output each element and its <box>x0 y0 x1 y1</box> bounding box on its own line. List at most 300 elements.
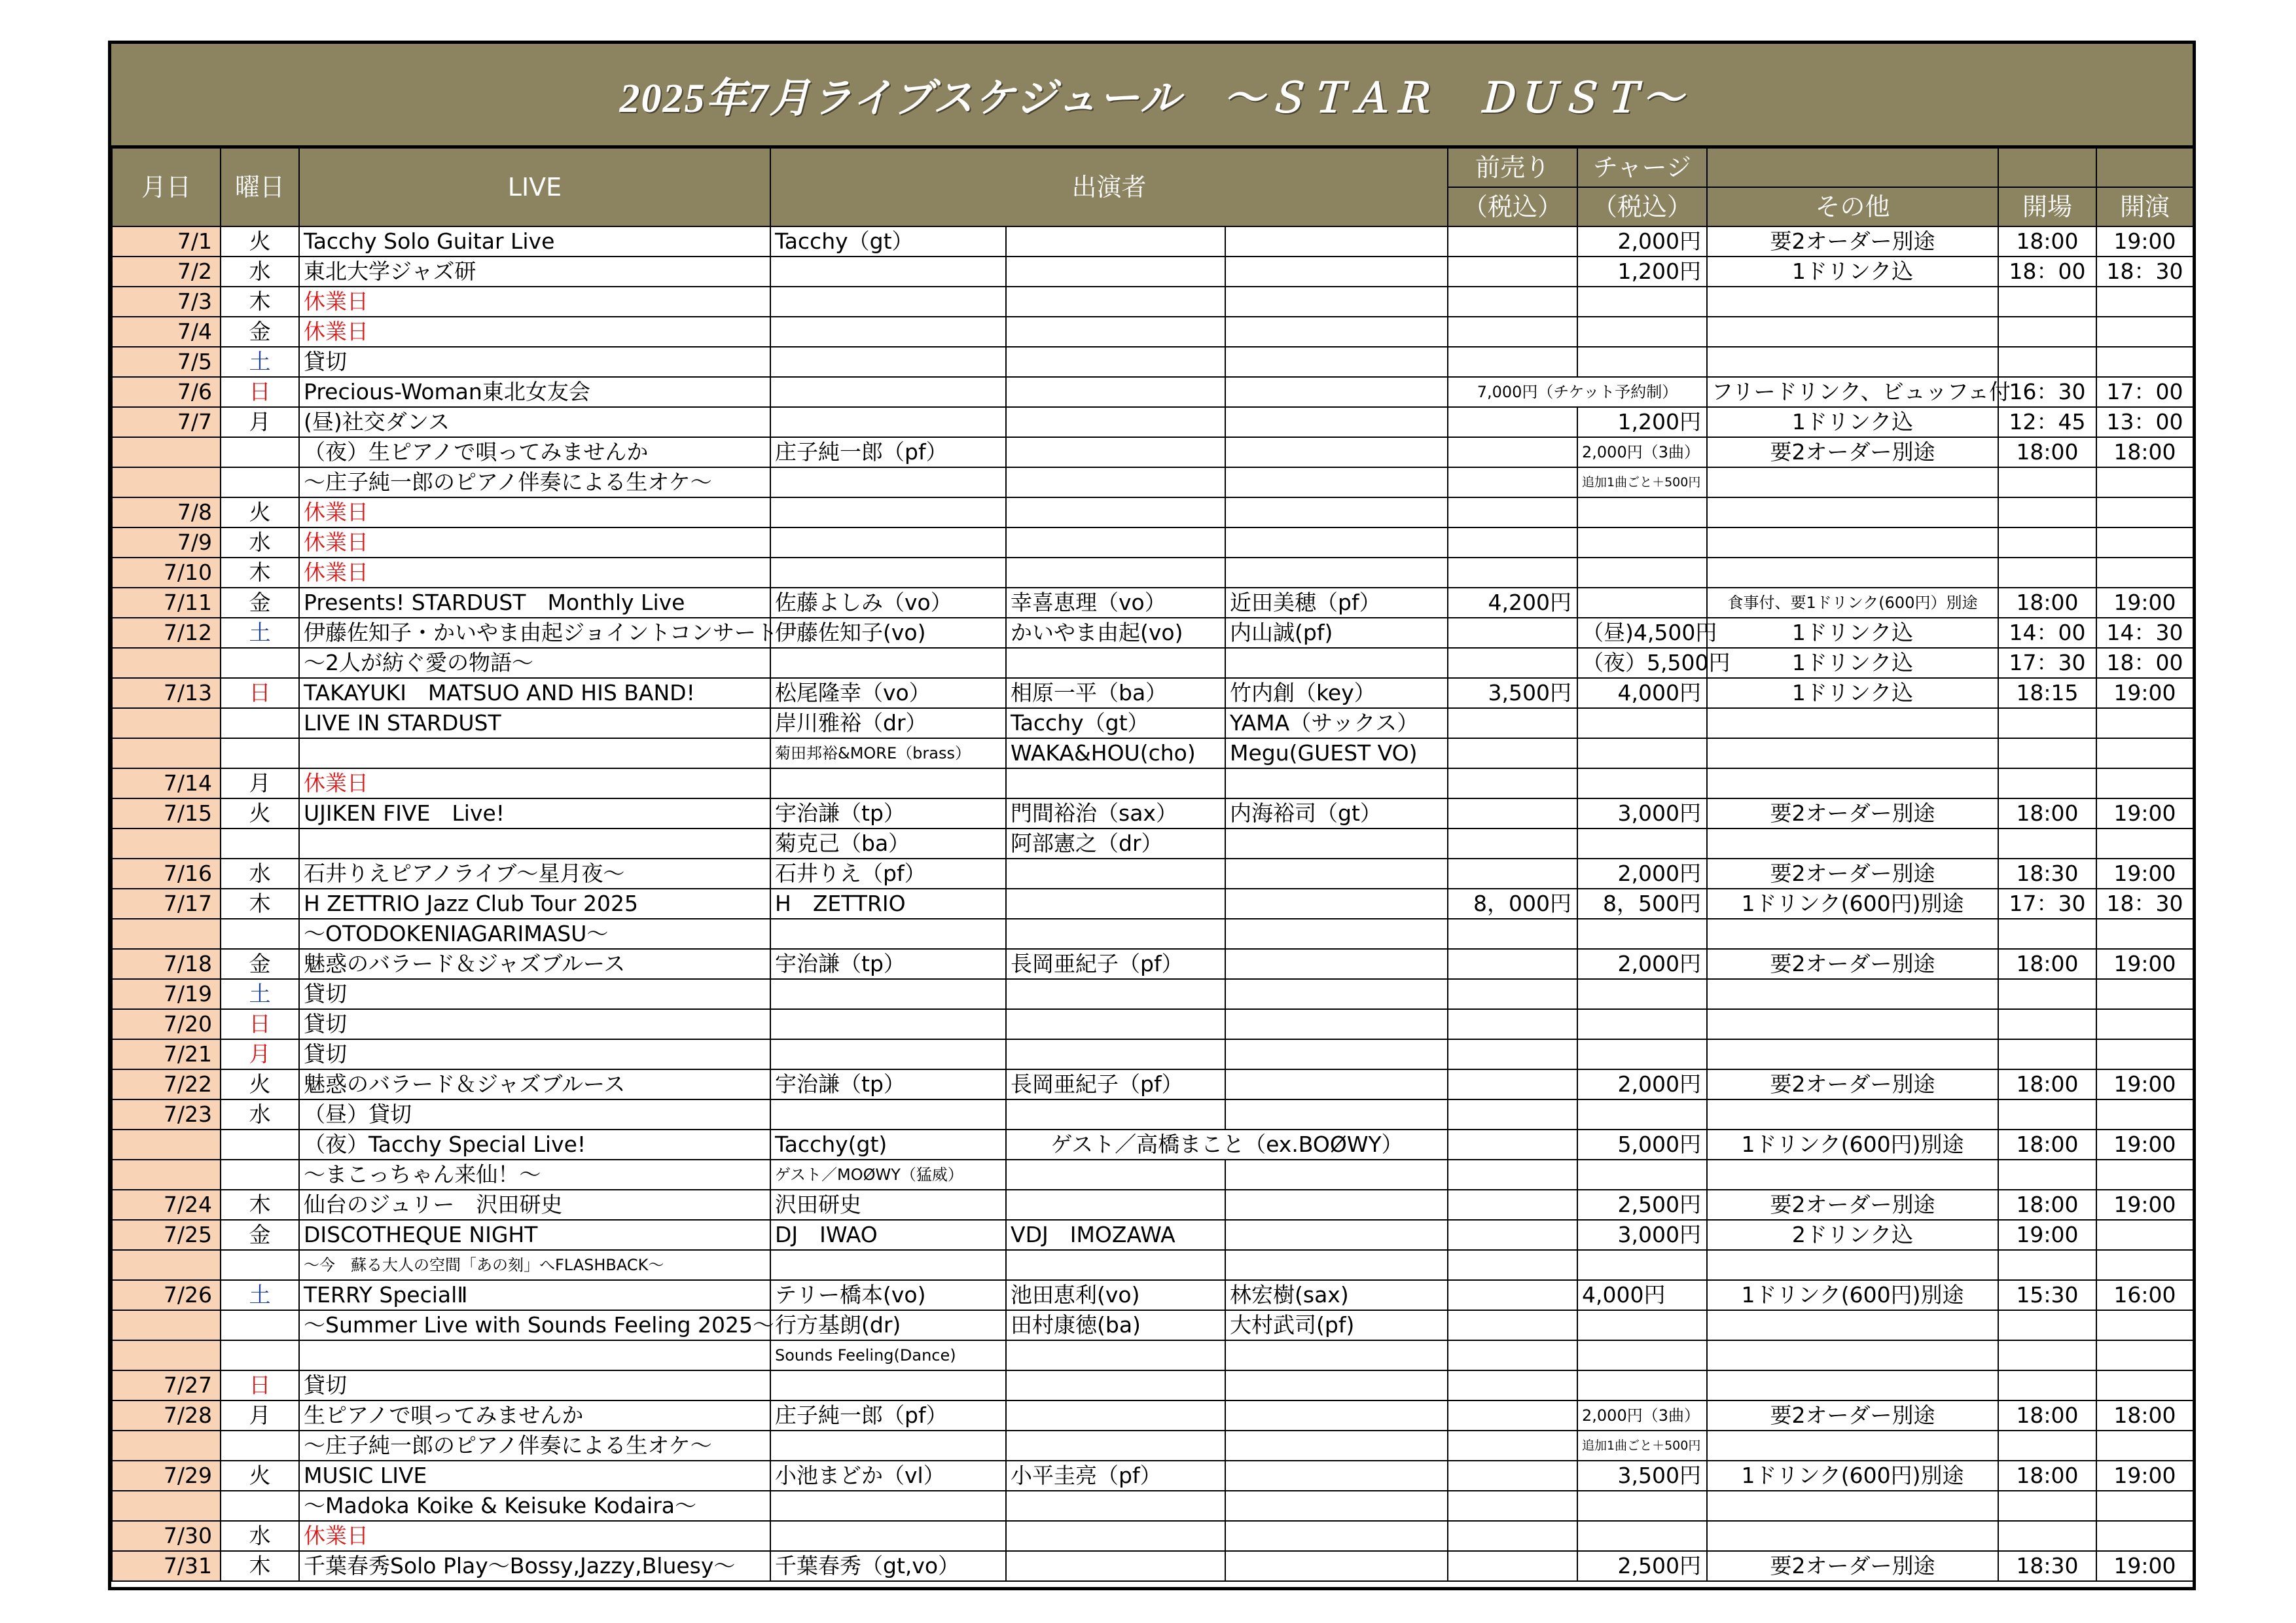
cell-start: 16:00 <box>2096 1280 2193 1310</box>
cell-live <box>299 738 770 768</box>
header-other: その他 <box>1707 187 1998 226</box>
cell-date: 7/27 <box>112 1370 221 1400</box>
header-other-top <box>1707 148 1998 187</box>
cell-performer: 庄子純一郎（pf） <box>770 1400 1006 1431</box>
header-advance: 前売り <box>1448 148 1577 187</box>
cell-performer: DJ IWAO <box>770 1220 1006 1250</box>
cell-open: 18：00 <box>1998 257 2096 287</box>
cell-date <box>112 829 221 859</box>
cell-start <box>2096 1340 2193 1370</box>
cell-start <box>2096 919 2193 949</box>
cell-dow: 土 <box>221 1280 299 1310</box>
cell-start: 19:00 <box>2096 1069 2193 1099</box>
cell-open <box>1998 1039 2096 1069</box>
cell-dow: 月 <box>221 768 299 798</box>
table-row <box>112 1551 2193 1581</box>
cell-charge: 2,000円 <box>1577 1069 1707 1099</box>
cell-advance <box>1448 437 1577 467</box>
cell-date: 7/21 <box>112 1039 221 1069</box>
cell-open <box>1998 708 2096 738</box>
cell-start <box>2096 347 2193 377</box>
cell-start <box>2096 1250 2193 1280</box>
cell-performer <box>1225 829 1448 859</box>
cell-performer <box>1225 1099 1448 1130</box>
cell-charge: 4,000円 <box>1577 678 1707 708</box>
cell-live: 貸切 <box>299 1039 770 1069</box>
cell-performer <box>1225 467 1448 497</box>
cell-performer: かいやま由起(vo) <box>1006 618 1225 648</box>
table-row <box>112 618 2193 648</box>
cell-performer <box>1006 497 1225 527</box>
cell-charge <box>1577 738 1707 768</box>
cell-advance <box>1448 497 1577 527</box>
cell-dow: 火 <box>221 497 299 527</box>
cell-performer: Tacchy(gt) <box>770 1130 1006 1160</box>
cell-other: 要2オーダー別途 <box>1707 226 1998 257</box>
cell-charge <box>1577 317 1707 347</box>
cell-dow <box>221 1340 299 1370</box>
table-row <box>112 678 2193 708</box>
cell-dow: 木 <box>221 1190 299 1220</box>
cell-performer: 松尾隆幸（vo） <box>770 678 1006 708</box>
cell-performer <box>1006 1039 1225 1069</box>
cell-performer <box>1225 497 1448 527</box>
cell-live: 生ピアノで唄ってみませんか <box>299 1400 770 1431</box>
cell-charge <box>1577 979 1707 1009</box>
cell-date <box>112 1340 221 1370</box>
cell-date: 7/14 <box>112 768 221 798</box>
cell-other <box>1707 1340 1998 1370</box>
cell-start <box>2096 527 2193 558</box>
cell-start: 19:00 <box>2096 678 2193 708</box>
cell-open <box>1998 1250 2096 1280</box>
cell-performer: テリー橋本(vo) <box>770 1280 1006 1310</box>
cell-performer: 千葉春秀（gt,vo） <box>770 1551 1006 1581</box>
table-row <box>112 1521 2193 1551</box>
cell-performer <box>1225 1220 1448 1250</box>
cell-performer <box>1006 1400 1225 1431</box>
cell-open: 18:00 <box>1998 949 2096 979</box>
cell-date <box>112 1250 221 1280</box>
cell-performer: 小池まどか（vl） <box>770 1461 1006 1491</box>
cell-date: 7/6 <box>112 377 221 407</box>
page-title: 2025年7月ライブスケジュール ～ＳＴＡＲ ＤＵＳＴ～ <box>619 77 1685 121</box>
cell-live: 貸切 <box>299 347 770 377</box>
cell-advance <box>1448 1370 1577 1400</box>
header-open: 開場 <box>1998 187 2096 226</box>
cell-start <box>2096 979 2193 1009</box>
cell-dow <box>221 1160 299 1190</box>
cell-performer <box>770 768 1006 798</box>
cell-performer <box>1006 377 1225 407</box>
cell-dow: 月 <box>221 1039 299 1069</box>
cell-start <box>2096 558 2193 588</box>
table-row <box>112 829 2193 859</box>
cell-performer: 池田恵利(vo) <box>1006 1280 1225 1310</box>
cell-charge: 3,000円 <box>1577 1220 1707 1250</box>
cell-charge <box>1577 1009 1707 1039</box>
cell-performer <box>1006 1250 1225 1280</box>
cell-other: 要2オーダー別途 <box>1707 1069 1998 1099</box>
table-row <box>112 768 2193 798</box>
cell-performer <box>1006 1099 1225 1130</box>
cell-performer <box>1225 1491 1448 1521</box>
table-row <box>112 437 2193 467</box>
cell-other <box>1707 919 1998 949</box>
cell-performer <box>770 497 1006 527</box>
cell-performer <box>1225 1039 1448 1069</box>
cell-other: 1ドリンク込 <box>1707 257 1998 287</box>
cell-advance <box>1448 1461 1577 1491</box>
cell-start: 19:00 <box>2096 226 2193 257</box>
table-row <box>112 467 2193 497</box>
cell-open: 18:00 <box>1998 437 2096 467</box>
cell-dow: 金 <box>221 1220 299 1250</box>
header-performers: 出演者 <box>770 148 1448 226</box>
cell-performer <box>1006 257 1225 287</box>
cell-advance <box>1448 1069 1577 1099</box>
cell-date: 7/31 <box>112 1551 221 1581</box>
cell-start: 18：30 <box>2096 889 2193 919</box>
cell-date <box>112 467 221 497</box>
cell-advance <box>1448 979 1577 1009</box>
cell-performer <box>1225 1069 1448 1099</box>
cell-charge: 追加1曲ごと＋500円 <box>1577 467 1707 497</box>
cell-performer <box>1006 1551 1225 1581</box>
cell-date: 7/25 <box>112 1220 221 1250</box>
cell-charge <box>1577 527 1707 558</box>
cell-other <box>1707 1099 1998 1130</box>
cell-other <box>1707 1009 1998 1039</box>
cell-date: 7/16 <box>112 859 221 889</box>
table-row <box>112 1280 2193 1310</box>
cell-date: 7/20 <box>112 1009 221 1039</box>
cell-advance <box>1448 1039 1577 1069</box>
cell-performer: 長岡亜紀子（pf） <box>1006 1069 1225 1099</box>
cell-start: 18:00 <box>2096 437 2193 467</box>
table-row <box>112 1039 2193 1069</box>
table-row <box>112 1190 2193 1220</box>
cell-performer <box>1225 1250 1448 1280</box>
cell-performer <box>770 287 1006 317</box>
cell-open <box>1998 738 2096 768</box>
cell-dow: 木 <box>221 287 299 317</box>
table-row <box>112 1130 2193 1160</box>
cell-open <box>1998 1160 2096 1190</box>
cell-charge <box>1577 1521 1707 1551</box>
cell-live: DISCOTHEQUE NIGHT <box>299 1220 770 1250</box>
cell-performer <box>1006 1160 1225 1190</box>
cell-performer <box>1006 558 1225 588</box>
cell-charge: 2,500円 <box>1577 1190 1707 1220</box>
cell-performer <box>770 1491 1006 1521</box>
table-row <box>112 1340 2193 1370</box>
cell-performer <box>1225 949 1448 979</box>
cell-start <box>2096 1220 2193 1250</box>
cell-open <box>1998 768 2096 798</box>
cell-dow: 月 <box>221 1400 299 1431</box>
cell-performer <box>1225 768 1448 798</box>
cell-advance <box>1448 1250 1577 1280</box>
cell-charge: 2,000円（3曲） <box>1577 1400 1707 1431</box>
schedule-table <box>111 147 2194 1582</box>
cell-date: 7/30 <box>112 1521 221 1551</box>
cell-dow: 水 <box>221 1521 299 1551</box>
cell-open <box>1998 1431 2096 1461</box>
table-row <box>112 257 2193 287</box>
cell-dow <box>221 738 299 768</box>
cell-dow: 日 <box>221 678 299 708</box>
cell-charge: 2,000円 <box>1577 859 1707 889</box>
cell-performer: Tacchy（gt） <box>770 226 1006 257</box>
cell-performer <box>1006 1190 1225 1220</box>
cell-advance <box>1448 1310 1577 1340</box>
cell-start <box>2096 317 2193 347</box>
cell-advance <box>1448 558 1577 588</box>
cell-charge <box>1577 1491 1707 1521</box>
cell-advance <box>1448 1160 1577 1190</box>
cell-dow: 水 <box>221 257 299 287</box>
table-row <box>112 347 2193 377</box>
cell-open: 18:00 <box>1998 1190 2096 1220</box>
cell-date <box>112 1491 221 1521</box>
cell-date: 7/9 <box>112 527 221 558</box>
cell-other <box>1707 317 1998 347</box>
table-row <box>112 1069 2193 1099</box>
cell-advance <box>1448 226 1577 257</box>
cell-open: 18:00 <box>1998 1130 2096 1160</box>
cell-advance <box>1448 527 1577 558</box>
cell-charge <box>1577 1160 1707 1190</box>
table-row <box>112 859 2193 889</box>
cell-performer <box>1225 226 1448 257</box>
cell-date: 7/8 <box>112 497 221 527</box>
cell-start <box>2096 1039 2193 1069</box>
cell-dow <box>221 829 299 859</box>
cell-performer: 相原一平（ba） <box>1006 678 1225 708</box>
cell-live: 休業日 <box>299 317 770 347</box>
cell-performer <box>1006 1521 1225 1551</box>
cell-advance <box>1448 1099 1577 1130</box>
cell-date <box>112 738 221 768</box>
cell-date <box>112 648 221 678</box>
cell-open: 17：30 <box>1998 889 2096 919</box>
cell-charge <box>1577 497 1707 527</box>
cell-performer <box>1225 1340 1448 1370</box>
cell-performer <box>770 1431 1006 1461</box>
cell-live: 伊藤佐知子・かいやま由起ジョイントコンサート <box>299 618 770 648</box>
cell-charge: 4,000円 <box>1577 1280 1707 1310</box>
cell-date: 7/29 <box>112 1461 221 1491</box>
table-row <box>112 1220 2193 1250</box>
cell-dow: 土 <box>221 347 299 377</box>
cell-date <box>112 1160 221 1190</box>
cell-performer <box>1225 648 1448 678</box>
cell-performer <box>1225 437 1448 467</box>
cell-date <box>112 437 221 467</box>
cell-live <box>299 829 770 859</box>
cell-performer: Tacchy（gt） <box>1006 708 1225 738</box>
cell-performer: 佐藤よしみ（vo） <box>770 588 1006 618</box>
cell-advance <box>1448 768 1577 798</box>
cell-other: 要2オーダー別途 <box>1707 859 1998 889</box>
table-row <box>112 798 2193 829</box>
cell-performer: 近田美穂（pf） <box>1225 588 1448 618</box>
cell-dow: 金 <box>221 317 299 347</box>
cell-start <box>2096 1009 2193 1039</box>
cell-charge: 2,000円 <box>1577 949 1707 979</box>
cell-open: 17：30 <box>1998 648 2096 678</box>
cell-performer: 竹内創（key） <box>1225 678 1448 708</box>
cell-dow <box>221 1130 299 1160</box>
cell-performer: 幸喜恵理（vo） <box>1006 588 1225 618</box>
cell-dow: 水 <box>221 1099 299 1130</box>
table-row <box>112 738 2193 768</box>
cell-dow <box>221 708 299 738</box>
cell-performer <box>1225 287 1448 317</box>
cell-charge: 1,200円 <box>1577 407 1707 437</box>
cell-open <box>1998 317 2096 347</box>
header-start-top <box>2096 148 2193 187</box>
table-row <box>112 919 2193 949</box>
table-row <box>112 1099 2193 1130</box>
table-row <box>112 949 2193 979</box>
cell-performer <box>770 347 1006 377</box>
cell-date: 7/5 <box>112 347 221 377</box>
cell-advance <box>1448 1431 1577 1461</box>
cell-performer <box>1225 1160 1448 1190</box>
cell-start: 19:00 <box>2096 1190 2193 1220</box>
cell-live: 休業日 <box>299 527 770 558</box>
cell-open <box>1998 1009 2096 1039</box>
cell-performer: YAMA（サックス） <box>1225 708 1448 738</box>
cell-live: Presents! STARDUST Monthly Live <box>299 588 770 618</box>
cell-open <box>1998 527 2096 558</box>
cell-charge <box>1577 1310 1707 1340</box>
cell-charge: 3,000円 <box>1577 798 1707 829</box>
cell-live: 貸切 <box>299 1370 770 1400</box>
cell-live: 貸切 <box>299 979 770 1009</box>
cell-open <box>1998 1521 2096 1551</box>
cell-performer <box>1006 226 1225 257</box>
cell-other <box>1707 1160 1998 1190</box>
cell-performer <box>1006 859 1225 889</box>
cell-performer <box>1225 407 1448 437</box>
cell-live: H ZETTRIO Jazz Club Tour 2025 <box>299 889 770 919</box>
table-row <box>112 317 2193 347</box>
cell-other: 1ドリンク込 <box>1707 648 1998 678</box>
cell-live: 休業日 <box>299 768 770 798</box>
cell-dow <box>221 437 299 467</box>
cell-date: 7/24 <box>112 1190 221 1220</box>
cell-performer: 内海裕司（gt） <box>1225 798 1448 829</box>
cell-open: 18:00 <box>1998 798 2096 829</box>
cell-other: 要2オーダー別途 <box>1707 798 1998 829</box>
cell-advance <box>1448 1130 1577 1160</box>
cell-open: 14：00 <box>1998 618 2096 648</box>
cell-other: 要2オーダー別途 <box>1707 949 1998 979</box>
table-row <box>112 377 2193 407</box>
cell-performer: 宇治謙（tp） <box>770 1069 1006 1099</box>
cell-performer <box>1225 317 1448 347</box>
cell-other <box>1707 738 1998 768</box>
cell-advance <box>1448 1280 1577 1310</box>
cell-open <box>1998 347 2096 377</box>
cell-start: 18:00 <box>2096 1400 2193 1431</box>
cell-performer: 伊藤佐知子(vo) <box>770 618 1006 648</box>
cell-performer: 宇治謙（tp） <box>770 798 1006 829</box>
cell-performer <box>770 1039 1006 1069</box>
cell-advance <box>1448 798 1577 829</box>
cell-charge <box>1577 1370 1707 1400</box>
cell-start: 19:00 <box>2096 949 2193 979</box>
cell-start: 19:00 <box>2096 588 2193 618</box>
cell-other: 食事付、要1ドリンク(600円）別途 <box>1707 588 1998 618</box>
cell-live: 東北大学ジャズ研 <box>299 257 770 287</box>
cell-performer <box>1225 919 1448 949</box>
cell-advance <box>1448 407 1577 437</box>
cell-open <box>1998 979 2096 1009</box>
cell-performer <box>1225 1431 1448 1461</box>
cell-advance <box>1448 1009 1577 1039</box>
cell-start: 19:00 <box>2096 1551 2193 1581</box>
cell-open <box>1998 1340 2096 1370</box>
cell-open <box>1998 1370 2096 1400</box>
cell-date <box>112 919 221 949</box>
cell-start: 18：00 <box>2096 648 2193 678</box>
cell-open: 18:00 <box>1998 1400 2096 1431</box>
cell-performer <box>1225 1009 1448 1039</box>
cell-live: MUSIC LIVE <box>299 1461 770 1491</box>
cell-performer <box>770 1370 1006 1400</box>
cell-charge: 追加1曲ごと＋500円 <box>1577 1431 1707 1461</box>
cell-performer: 長岡亜紀子（pf） <box>1006 949 1225 979</box>
cell-date: 7/26 <box>112 1280 221 1310</box>
cell-performer: 沢田研史 <box>770 1190 1006 1220</box>
title-bar <box>111 44 2193 147</box>
cell-performer: VDJ IMOZAWA <box>1006 1220 1225 1250</box>
cell-charge <box>1577 588 1707 618</box>
cell-performer <box>1006 768 1225 798</box>
cell-live: Precious-Woman東北女友会 <box>299 377 770 407</box>
cell-other: 要2オーダー別途 <box>1707 1190 1998 1220</box>
cell-live: Tacchy Solo Guitar Live <box>299 226 770 257</box>
cell-performer <box>1006 347 1225 377</box>
cell-performer <box>1006 287 1225 317</box>
cell-start <box>2096 497 2193 527</box>
cell-open: 12：45 <box>1998 407 2096 437</box>
cell-date: 7/7 <box>112 407 221 437</box>
cell-dow: 火 <box>221 226 299 257</box>
cell-performer <box>770 648 1006 678</box>
cell-dow: 日 <box>221 377 299 407</box>
cell-other <box>1707 1521 1998 1551</box>
cell-advance <box>1448 1551 1577 1581</box>
cell-other <box>1707 527 1998 558</box>
table-row <box>112 1310 2193 1340</box>
table-row <box>112 1491 2193 1521</box>
cell-start <box>2096 1160 2193 1190</box>
cell-start <box>2096 1521 2193 1551</box>
cell-advance: 8，000円 <box>1448 889 1577 919</box>
cell-performer <box>1225 1551 1448 1581</box>
cell-other: 1ドリンク(600円)別途 <box>1707 1130 1998 1160</box>
cell-live: TERRY SpecialⅡ <box>299 1280 770 1310</box>
cell-date: 7/15 <box>112 798 221 829</box>
cell-date <box>112 1310 221 1340</box>
cell-date: 7/12 <box>112 618 221 648</box>
table-row <box>112 1461 2193 1491</box>
